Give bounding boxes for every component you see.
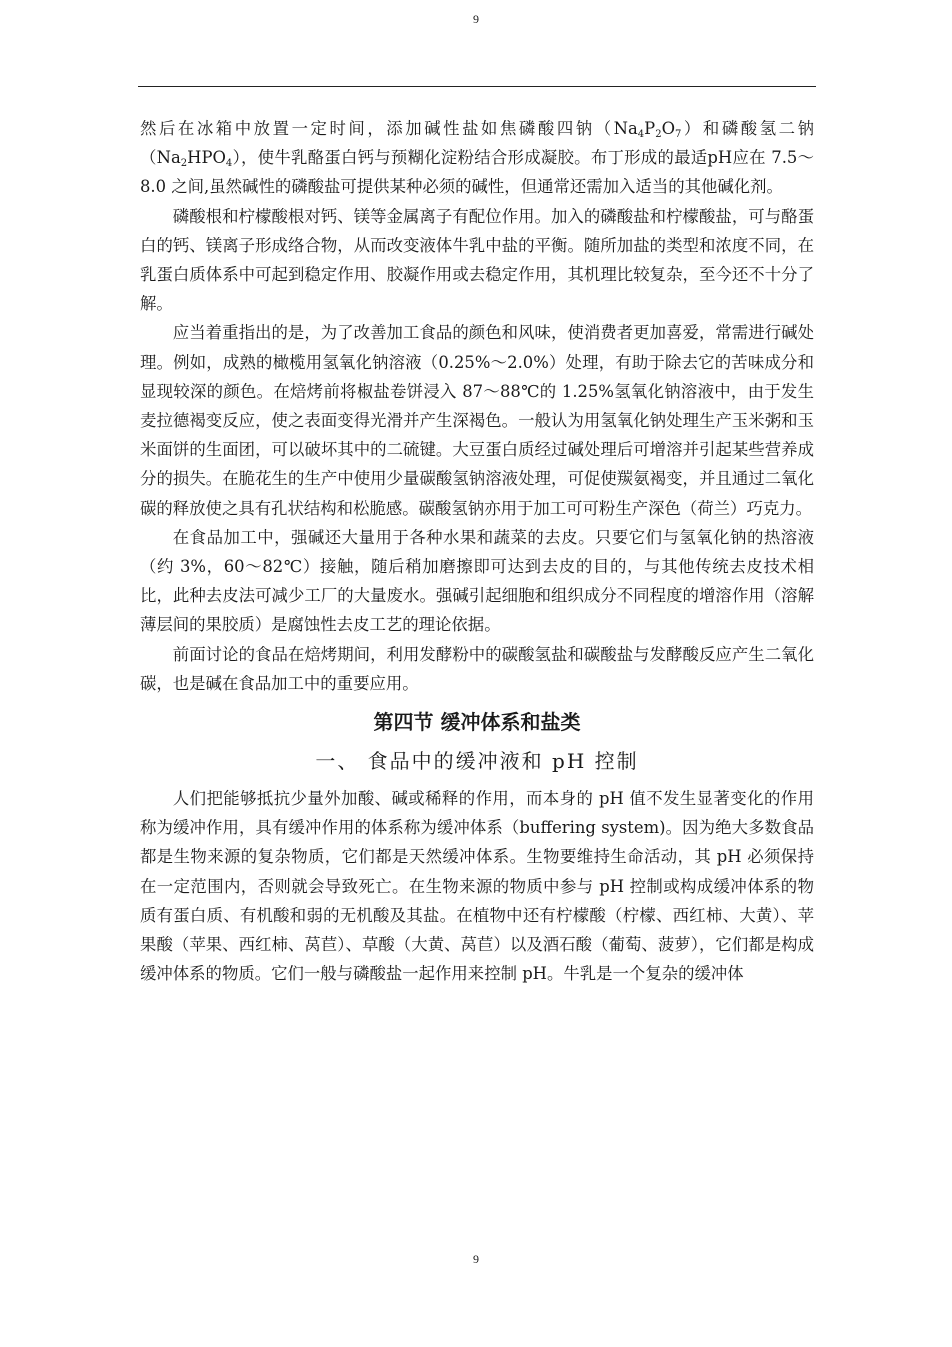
paragraph-1-text-d: ）和磷酸氢二钠（Na xyxy=(140,119,814,168)
paragraph-1 xyxy=(140,114,814,202)
paragraph-1-text-f: ），使牛乳酪蛋白钙与预糊化淀粉结合形成凝胶。布丁形成的最适pH应在 7.5～8.0 之间,虽然碱性的磷酸盐可提供某种必须的碱性，但通常还需加入适当的其他碱化剂。 xyxy=(140,148,814,197)
paragraph-5: 前面讨论的食品在焙烤期间，利用发酵粉中的碳酸氢盐和碳酸盐与发酵酸反应产生二氧化碳，也是碱在食品加工中的重要应用。 xyxy=(140,644,814,693)
paragraph-1-text-a: 然后在冰箱中放置一定时间，添加碱性盐如焦磷酸四钠（Na xyxy=(140,119,638,138)
header-page-number: 9 xyxy=(473,12,479,26)
subscript-5: 4 xyxy=(225,158,233,170)
paragraph-6: 人们把能够抵抗少量外加酸、碱或稀释的作用，而本身的 pH 值不发生显著变化的作用称为缓冲作用，具有缓冲作用的体系称为缓冲体系（buffering system)。因为绝大多数食品都是生物来源的复杂物质，它们都是天然缓冲体系。生物要维持生命活动，其 pH 必须保持在一定范围内，否则就会导致死亡。在生物来源的物质中参与 pH 控制或构成缓冲体系的物质有蛋白质、有机酸和弱的无机酸及其盐。在植物中还有柠檬酸（柠檬、西红柿、大黄）、苹果酸（苹果、西红柿、莴苣）、草酸（大黄、莴苣）以及酒石酸（葡萄、菠萝），它们都是构成缓冲体系的物质。它们一般与磷酸盐一起作用来控制 pH。牛乳是一个复杂的缓冲体 xyxy=(140,789,814,984)
subscript-4: 2 xyxy=(180,158,188,170)
paragraph-1-text-e: HPO xyxy=(187,148,226,168)
paragraph-3: 应当着重指出的是，为了改善加工食品的颜色和风味，使消费者更加喜爱，常需进行碱处理。例如，成熟的橄榄用氢氧化钠溶液（0.25%～2.0%）处理，有助于除去它的苦味成分和显现较深的颜色。在焙烤前将椒盐卷饼浸入 87～88℃的 1.25%氢氧化钠溶液中，由于发生麦拉德褐变反应，使之表面变得光滑并产生深褐色。一般认为用氢氧化钠处理生产玉米粥和玉米面饼的生面团，可以破坏其中的二硫键。大豆蛋白质经过碱处理后可增溶并引起某些营养成分的损失。在脆花生的生产中使用少量碳酸氢钠溶液处理，可促使羰氨褐变，并且通过二氧化碳的释放使之具有孔状结构和松脆感。碳酸氢钠亦用于加工可可粉生产深色（荷兰）巧克力。 xyxy=(140,323,814,518)
subsection-title: 一、 食品中的缓冲液和 pH 控制 xyxy=(315,749,639,774)
paragraph-4: 在食品加工中，强碱还大量用于各种水果和蔬菜的去皮。只要它们与氢氧化钠的热溶液（约 3%，60～82℃）接触，随后稍加磨擦即可达到去皮的目的，与其他传统去皮技术相比，此种去皮法可减少工厂的大量废水。强碱引起细胞和组织成分不同程度的增溶作用（溶解薄层间的果胶质）是腐蚀性去皮工艺的理论依据。 xyxy=(140,527,814,635)
paragraph-1-text-b: P xyxy=(644,119,656,138)
paragraph-1-text-c: O xyxy=(661,119,675,138)
subscript-3: 7 xyxy=(675,129,682,140)
subscript-2: 2 xyxy=(655,129,662,140)
header-rule xyxy=(138,86,816,87)
section-title: 第四节 缓冲体系和盐类 xyxy=(373,710,581,735)
document-body xyxy=(140,114,814,988)
footer-page-number: 9 xyxy=(473,1252,479,1266)
subscript-1: 4 xyxy=(637,129,645,140)
paragraph-2: 磷酸根和柠檬酸根对钙、镁等金属离子有配位作用。加入的磷酸盐和柠檬酸盐，可与酪蛋白的钙、镁离子形成络合物，从而改变液体牛乳中盐的平衡。随所加盐的类型和浓度不同，在乳蛋白质体系中可起到稳定作用、胶凝作用或去稳定作用，其机理比较复杂，至今还不十分了解。 xyxy=(140,206,814,314)
